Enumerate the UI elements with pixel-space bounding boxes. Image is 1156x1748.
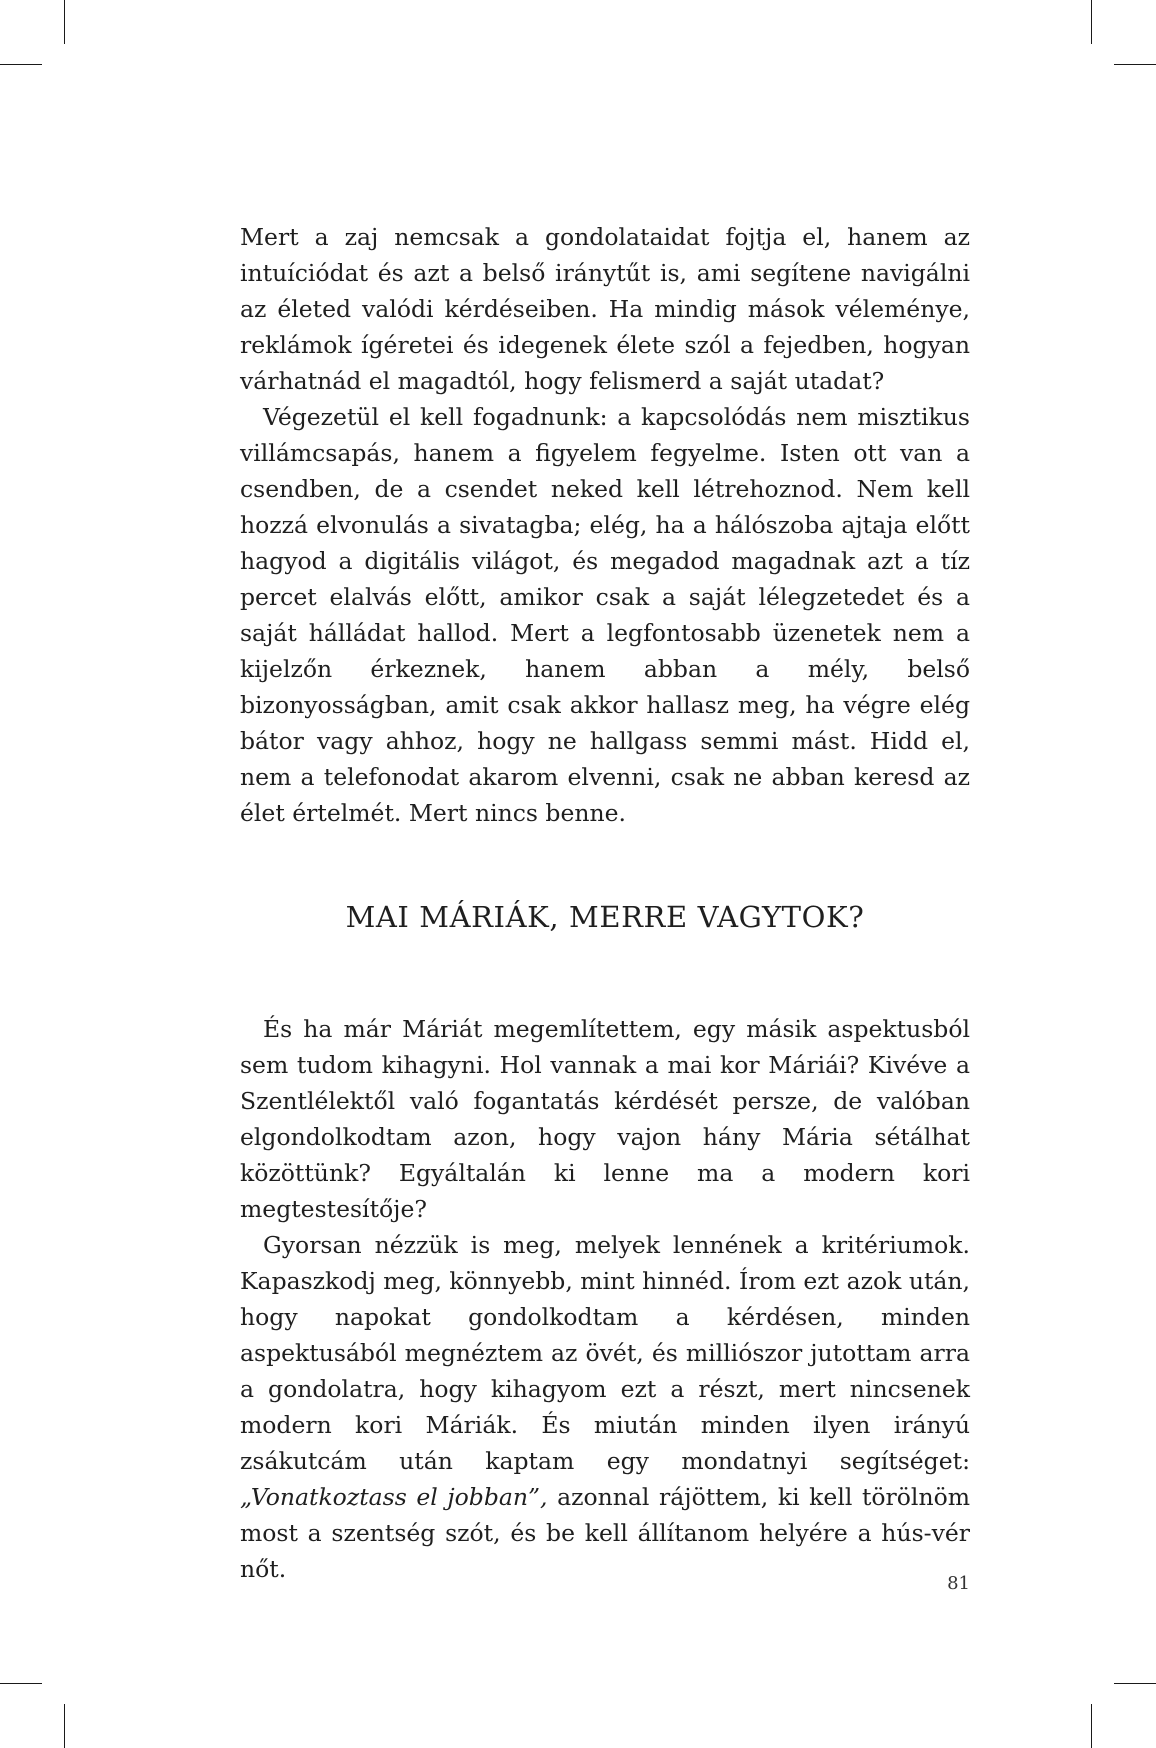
body-text-bottom xyxy=(240,1011,970,1587)
quoted-phrase: „Vonatkoztass el jobban”, xyxy=(240,1483,548,1511)
paragraph-text: Gyorsan nézzük is meg, melyek lennének a kritériumok. Kapaszkodj meg, könnyebb, mint hinnéd. Írom ezt azok után, hogy napokat gondolkodtam a kérdésen, minden aspektusából megnéztem az övét, és milliószor jutottam arra a gondolatra, hogy kihagyom ezt a részt, mert nincsenek modern kori Máriák. És miután minden ilyen irányú zsákutcám után kaptam egy mondatnyi segítséget: xyxy=(240,1231,971,1475)
paragraph xyxy=(240,1227,970,1587)
paragraph: Mert a zaj nemcsak a gondolataidat fojtja el, hanem az intuíciódat és azt a belső iránytűt is, ami segítene navigálni az életed valódi kérdéseiben. Ha mindig mások véleménye, reklámok ígéretei és idegenek élete szól a fejedben, hogyan várhatnád el magadtól, hogy felismerd a saját utadat? xyxy=(240,223,970,395)
page-number: 81 xyxy=(947,1573,970,1594)
section-heading: MAI MÁRIÁK, MERRE VAGYTOK? xyxy=(345,900,865,934)
paragraph: Végezetül el kell fogadnunk: a kapcsolódás nem misztikus villámcsapás, hanem a figyelem fegyelme. Isten ott van a csendben, de a csendet neked kell létrehoznod. Nem kell hozzá elvonulás a sivatagba; elég, ha a hálószoba ajtaja előtt hagyod a digitális világot, és megadod magadnak azt a tíz percet elalvás előtt, amikor csak a saját lélegzetedet és a saját hálládat hallod. Mert a legfontosabb üzenetek nem a kijelzőn érkeznek, hanem abban a mély, belső bizonyosságban, amit csak akkor hallasz meg, ha végre elég bátor vagy ahhoz, hogy ne hallgass semmi mást. Hidd el, nem a telefonodat akarom elvenni, csak ne abban keresd az élet értelmét. Mert nincs benne. xyxy=(240,403,970,827)
crop-mark-top-left-horizontal xyxy=(0,64,42,65)
crop-mark-top-right-vertical xyxy=(1091,0,1092,44)
crop-mark-top-right-horizontal xyxy=(1114,64,1156,65)
crop-mark-bottom-right-horizontal xyxy=(1114,1683,1156,1684)
body-text-top xyxy=(240,219,970,831)
crop-mark-top-left-vertical xyxy=(64,0,65,44)
paragraph: És ha már Máriát megemlítettem, egy másik aspektusból sem tudom kihagyni. Hol vannak a mai kor Máriái? Kivéve a Szentlélektől való fogantatás kérdését persze, de valóban elgondolkodtam azon, hogy vajon hány Mária sétálhat közöttünk? Egyáltalán ki lenne ma a modern kori megtestesítője? xyxy=(240,1015,970,1223)
paragraph-text: azonnal rájöttem, ki kell törölnöm most a szentség szót, és be kell állítanom helyére a hús-vér nőt. xyxy=(240,1483,971,1583)
crop-mark-bottom-right-vertical xyxy=(1091,1704,1092,1748)
crop-mark-bottom-left-horizontal xyxy=(0,1683,42,1684)
crop-mark-bottom-left-vertical xyxy=(64,1704,65,1748)
